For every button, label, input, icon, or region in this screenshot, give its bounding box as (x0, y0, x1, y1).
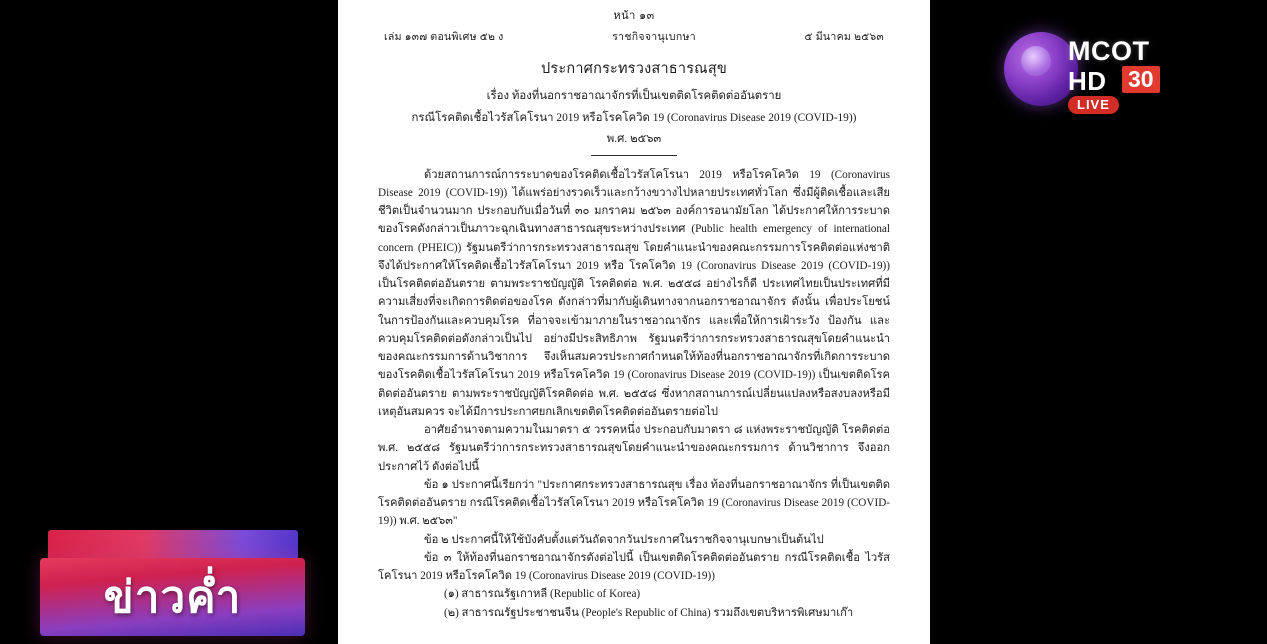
header-date: ๕ มีนาคม ๒๕๖๓ (804, 31, 884, 43)
live-badge: LIVE (1068, 96, 1119, 114)
clause-2: ข้อ ๒ ประกาศนี้ให้ใช้บังคับตั้งแต่วันถัดจากวันประกาศในราชกิจจานุเบกษาเป็นต้นไป (424, 533, 824, 546)
document-year: พ.ศ. ๒๕๖๓ (606, 133, 662, 146)
paragraph-1: ด้วยสถานการณ์การระบาดของโรคติดเชื้อไวรัสโคโรนา 2019 หรือโรคโควิด 19 (Coronavirus Disease 2019 (COVID-19)) ได้แพร่อย่างรวดเร็วและกว้างขวางไปหลายประเทศทั่วโลก ซึ่งมีผู้ติดเชื้อและเสียชีวิตเป็นจำนวนมาก ประกอบกับเมื่อวันที่ ๓๐ มกราคม ๒๕๖๓ องค์การอนามัยโลก ได้ประกาศให้การระบาดของโรคดังกล่าวเป็นภาวะฉุกเฉินทางสาธารณสุขระหว่างประเทศ (Public health emergency of international concern (PHEIC)) รัฐมนตรีว่าการกระทรวงสาธารณสุข โดยคำแนะนำของคณะกรรมการโรคติดต่อแห่งชาติจึงได้ประกาศให้โรคติดเชื้อไวรัสโคโรนา 2019 หรือ โรคโควิด 19 (Coronavirus Disease 2019 (COVID-19)) เป็นโรคติดต่ออันตราย ตามพระราชบัญญัติ โรคติดต่อ พ.ศ. ๒๕๕๘ อย่างไรก็ดี ประเทศไทยเป็นประเทศที่มีความเสี่ยงที่จะเกิดการติดต่อของโรค ดังกล่าวที่มากับผู้เดินทางจากนอกราชอาณาจักร ดังนั้น เพื่อประโยชน์ในการป้องกันและควบคุมโรค ที่อาจจะเข้ามาภายในราชอาณาจักร และเพื่อให้การเฝ้าระวัง ป้องกัน และควบคุมโรคติดต่อดังกล่าวเป็นไป อย่างมีประสิทธิภาพ รัฐมนตรีว่าการกระทรวงสาธารณสุขโดยคำแนะนำของคณะกรรมการด้านวิชาการ จึงเห็นสมควรประกาศกำหนดให้ท้องที่นอกราชอาณาจักรที่เกิดการระบาดของโรคติดเชื้อไวรัสโคโรนา 2019 หรือโรคโควิด 19 (Coronavirus Disease 2019 (COVID-19)) เป็นเขตติดโรคติดต่ออันตราย ตามพระราชบัญญัติโรคติดต่อ พ.ศ. ๒๕๕๘ ซึ่งหากสถานการณ์เปลี่ยนแปลงหรือสงบลงหรือมีเหตุอันสมควร จะได้มีการประกาศยกเลิกเขตติดโรคติดต่ออันตรายต่อไป (378, 168, 890, 418)
header-volume: เล่ม ๑๓๗ ตอนพิเศษ ๕๒ ง (384, 31, 504, 43)
channel-hd-label: HD (1068, 66, 1107, 96)
clause-1: ข้อ ๑ ประกาศนี้เรียกว่า "ประกาศกระทรวงสาธารณสุข เรื่อง ท้องที่นอกราชอาณาจักร ที่เป็นเขตติดโรคติดต่ออันตราย กรณีโรคติดเชื้อไวรัสโคโรนา 2019 หรือโรคโควิด 19 (Coronavirus Disease 2019 (COVID-19)) พ.ศ. ๒๕๖๓" (378, 478, 890, 528)
document-subtitle: เรื่อง ท้องที่นอกราชอาณาจักรที่เป็นเขตติดโรคติดต่ออันตราย (486, 90, 782, 103)
channel-number-badge: 30 (1122, 66, 1160, 93)
document-page (338, 0, 930, 644)
paragraph-2: อาศัยอำนาจตามความในมาตรา ๕ วรรคหนึ่ง ประกอบกับมาตรา ๘ แห่งพระราชบัญญัติ โรคติดต่อ พ.ศ. ๒๕๕๘ รัฐมนตรีว่าการกระทรวงสาธารณสุขโดยคำแนะนำของคณะกรรมการ ด้านวิชาการ จึงออกประกาศไว้ ดังต่อไปนี้ (378, 424, 890, 473)
title-divider (591, 155, 677, 156)
channel-logo (1004, 30, 1189, 118)
sub-clause-1: (๑) สาธารณรัฐเกาหลี (Republic of Korea) (444, 588, 641, 601)
sub-clause-2: (๒) สาธารณรัฐประชาชนจีน (People's Republic of China) รวมถึงเขตบริหารพิเศษมาเก๊า (444, 606, 854, 619)
page-number: หน้า ๑๓ (613, 10, 655, 22)
document-content (378, 8, 890, 622)
program-title: ข่าวค่ำ (103, 573, 242, 622)
document-title: ประกาศกระทรวงสาธารณสุข (540, 60, 728, 77)
document-header (378, 29, 890, 46)
program-banner (40, 530, 305, 636)
clause-3: ข้อ ๓ ให้ท้องที่นอกราชอาณาจักรดังต่อไปนี้ เป็นเขตติดโรคติดต่ออันตราย กรณีโรคติดเชื้อ ไวรัสโคโรนา 2019 หรือโรคโควิด 19 (Coronavirus Disease 2019 (COVID-19)) (378, 551, 890, 583)
mcot-orb-icon (1004, 32, 1078, 106)
document-subtitle-secondary: กรณีโรคติดเชื้อไวรัสโคโรนา 2019 หรือโรคโควิด 19 (Coronavirus Disease 2019 (COVID-19)) (411, 111, 857, 124)
header-gazette-name: ราชกิจจานุเบกษา (612, 31, 696, 43)
channel-name: MCOT (1068, 36, 1150, 66)
